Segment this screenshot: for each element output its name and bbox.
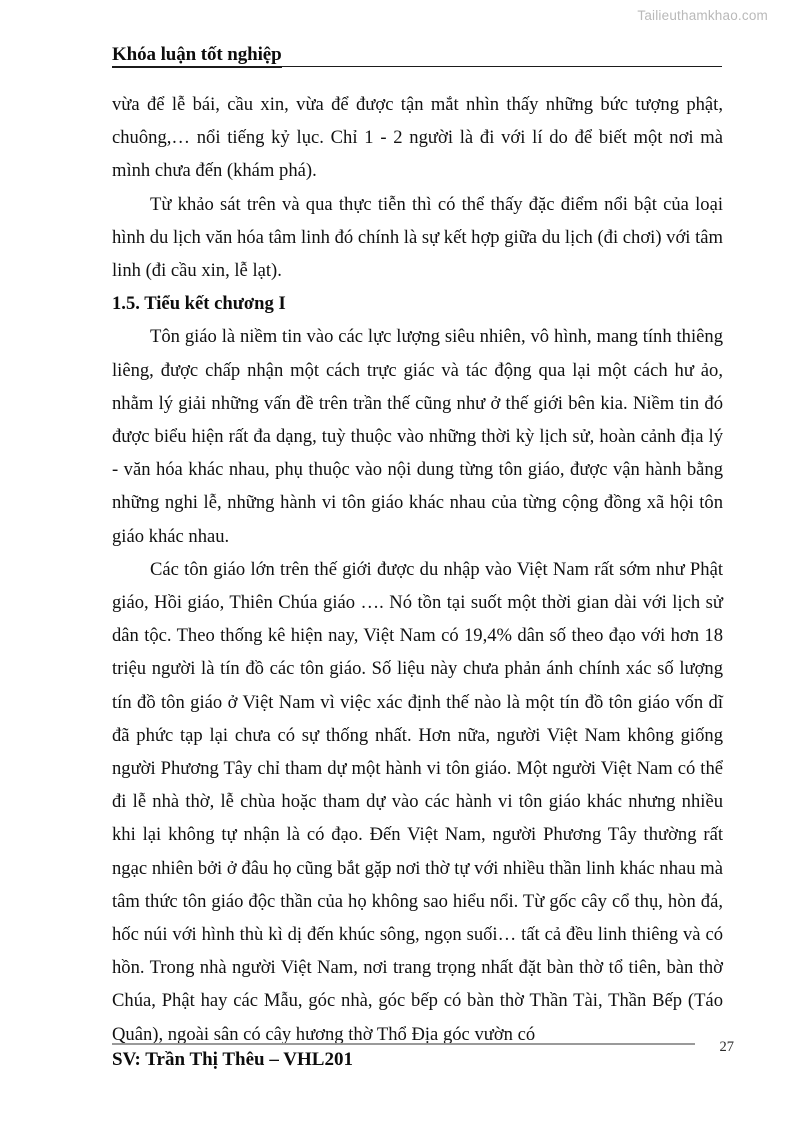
page-number: 27 [719, 1039, 734, 1055]
running-footer [112, 1039, 734, 1079]
section-heading-1-5: 1.5. Tiểu kết chương I [112, 293, 286, 315]
watermark-text: Tailieuthamkhao.com [637, 8, 768, 23]
paragraph-survey-conclusion: Từ khảo sát trên và qua thực tiễn thì có thể thấy đặc điểm nổi bật của loại hình du lịch văn hóa tâm linh đó chính là sự kết hợp giữa du lịch (đi chơi) với tâm linh (đi cầu xin, lễ lạt). [112, 193, 723, 282]
footer-divider [112, 1043, 695, 1045]
paragraph-continuation: vừa để lễ bái, cầu xin, vừa để được tận mắt nhìn thấy những bức tượng phật, chuông,… nổi tiếng kỷ lục. Chỉ 1 - 2 người là đi với lí do để biết một nơi mà mình chưa đến (khám phá). [112, 94, 723, 182]
header-title: Khóa luận tốt nghiệp [112, 44, 282, 68]
body-text-column [112, 88, 723, 1051]
footer-row [112, 1039, 734, 1079]
paragraph-religions-in-vietnam: Các tôn giáo lớn trên thế giới được du nhập vào Việt Nam rất sớm như Phật giáo, Hồi giáo, Thiên Chúa giáo …. Nó tồn tại suốt một thời gian dài với lịch sử dân tộc. Theo thống kê hiện nay, Việt Nam có 19,4% dân số theo đạo với hơn 18 triệu người là tín đồ các tôn giáo. Số liệu này chưa phản ánh chính xác số lượng tín đồ tôn giáo ở Việt Nam vì việc xác định thế nào là một tín đồ tôn giáo vốn dĩ đã phức tạp lại chưa có sự thống nhất. Hơn nữa, người Việt Nam không giống người Phương Tây chỉ tham dự một hành vi tôn giáo. Một người Việt Nam có thể đi lễ nhà thờ, lễ chùa hoặc tham dự vào các hành vi tôn giáo khác nhưng nhiều khi lại không tự nhận là có đạo. Đến Việt Nam, người Phương Tây thường rất ngạc nhiên bởi ở đâu họ cũng bắt gặp nơi thờ tự với nhiều thần linh khác nhau mà tâm thức tôn giáo độc thần của họ không sao hiểu nổi. Từ gốc cây cổ thụ, hòn đá, hốc núi với hình thù kì dị đến khúc sông, ngọn suối… tất cả đều linh thiêng và có hồn. Trong nhà người Việt Nam, nơi trang trọng nhất đặt bàn thờ tổ tiên, bàn thờ Chúa, Phật hay các Mẫu, góc nhà, góc bếp có bàn thờ Thần Tài, Thần Bếp (Táo Quân), ngoài sân có cây hương thờ Thổ Địa góc vườn có [112, 558, 723, 1045]
footer-author: SV: Trần Thị Thêu – VHL201 [112, 1049, 353, 1070]
paragraph-religion-definition: Tôn giáo là niềm tin vào các lực lượng siêu nhiên, vô hình, mang tính thiêng liêng, được chấp nhận một cách trực giác và tác động qua lại một cách hư ảo, nhằm lý giải những vấn đề trên trần thế cũng như ở thế giới bên kia. Niềm tin đó được biểu hiện rất đa dạng, tuỳ thuộc vào những thời kỳ lịch sử, hoàn cảnh địa lý - văn hóa khác nhau, phụ thuộc vào nội dung từng tôn giáo, được vận hành bằng những nghi lễ, những hành vi tôn giáo khác nhau của từng cộng đồng xã hội tôn giáo khác nhau. [112, 326, 723, 547]
running-header [112, 44, 722, 67]
